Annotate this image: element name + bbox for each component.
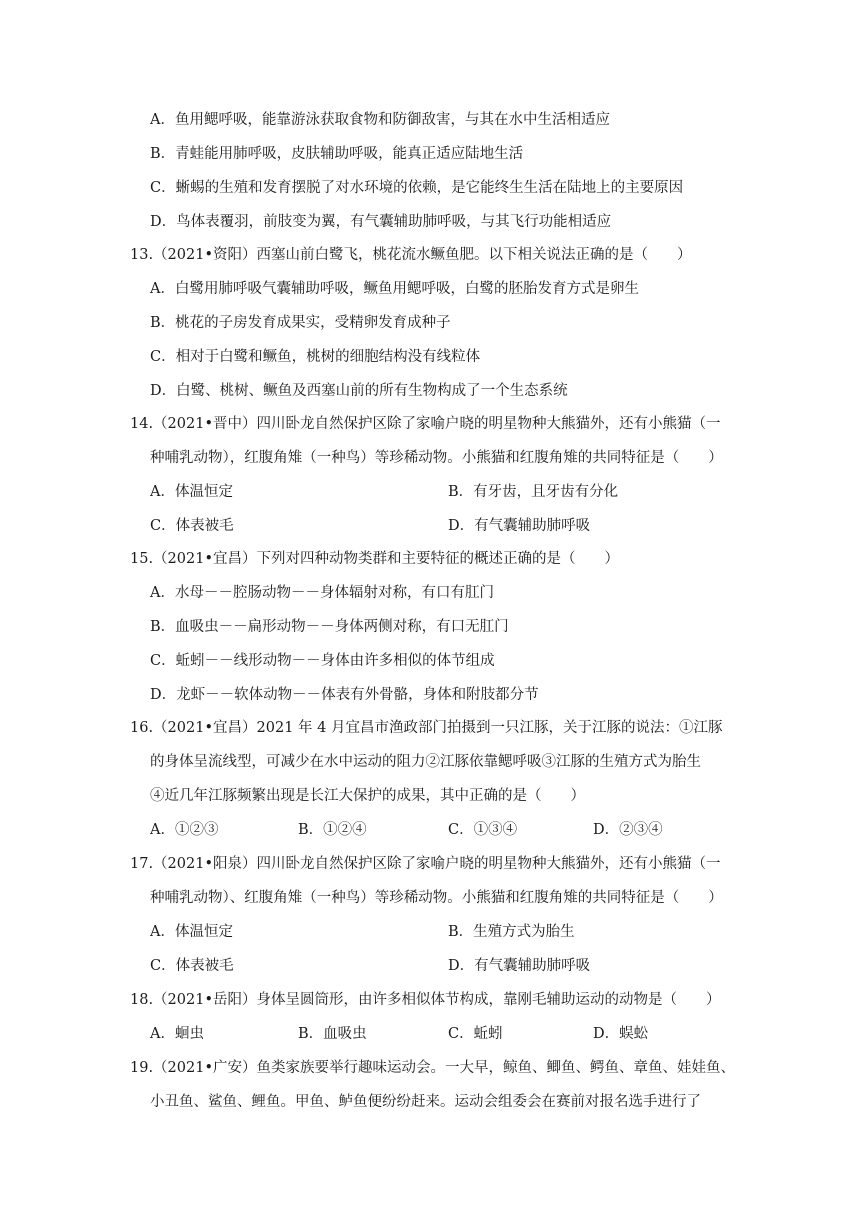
q19-stem-line2: 小丑鱼、鲨鱼、鲤鱼。甲鱼、鲈鱼便纷纷赶来。运动会组委会在赛前对报名选手进行了 (150, 1094, 701, 1110)
q13-option-a: A．白鹭用肺呼吸气囊辅助呼吸，鳜鱼用鳃呼吸，白鹭的胚胎发育方式是卵生 (150, 281, 639, 297)
q14-option-a: A．体温恒定 (150, 484, 233, 500)
q17-option-a: A．体温恒定 (150, 924, 233, 940)
q15-option-c: C．蚯蚓－－线形动物－－身体由许多相似的体节组成 (150, 653, 495, 669)
q17-stem-line2: 种哺乳动物）、红腹角雉（一种鸟）等珍稀动物。小熊猫和红腹角雉的共同特征是（ ） (150, 890, 723, 906)
q14-stem-line2: 种哺乳动物），红腹角雉（一种鸟）等珍稀动物。小熊猫和红腹角雉的共同特征是（ ） (150, 450, 723, 466)
q16-option-b: B．①②④ (298, 822, 367, 838)
q18-option-b: B．血吸虫 (298, 1026, 367, 1042)
q15-option-b: B．血吸虫－－扁形动物－－身体两侧对称，有口无肛门 (150, 619, 509, 635)
q13-option-d: D．白鹭、桃树、鳜鱼及西塞山前的所有生物构成了一个生态系统 (150, 383, 568, 399)
q16-option-a: A．①②③ (150, 822, 219, 838)
q18-option-c: C．蚯蚓 (448, 1026, 503, 1042)
q13-option-c: C．相对于白鹭和鳜鱼，桃树的细胞结构没有线粒体 (150, 349, 481, 365)
q14-stem-line1: 14.（2021•晋中）四川卧龙自然保护区除了家喻户晓的明星物种大熊猫外，还有小熊猫（一 (130, 416, 721, 432)
q14-option-d: D．有气囊辅助肺呼吸 (448, 518, 591, 534)
q16-option-c: C．①③④ (448, 822, 518, 838)
q14-option-c: C．体表被毛 (150, 518, 234, 534)
q18-stem: 18.（2021•岳阳）身体呈圆筒形，由许多相似体节构成，靠刚毛辅助运动的动物是（ ） (130, 992, 721, 1008)
q16-stem-line2: 的身体呈流线型，可减少在水中运动的阻力②江豚依靠鳃呼吸③江豚的生殖方式为胎生 (150, 754, 701, 770)
q12-option-a: A．鱼用鳃呼吸，能靠游泳获取食物和防御敌害，与其在水中生活相适应 (150, 112, 610, 128)
q13-stem: 13.（2021•资阳）西塞山前白鹭飞，桃花流水鳜鱼肥。以下相关说法正确的是（ ） (130, 247, 692, 263)
q16-stem-line1: 16.（2021•宜昌）2021 年 4 月宜昌市渔政部门拍摄到一只江豚，关于江豚的说法：①江豚 (130, 720, 723, 736)
q16-stem-line3: ④近几年江豚频繁出现是长江大保护的成果，其中正确的是（ ） (150, 788, 585, 804)
q15-stem: 15.（2021•宜昌）下列对四种动物类群和主要特征的概述正确的是（ ） (130, 551, 620, 567)
q18-option-a: A．蛔虫 (150, 1026, 204, 1042)
q12-option-b: B．青蛙能用肺呼吸，皮肤辅助呼吸，能真正适应陆地生活 (150, 146, 524, 162)
q12-option-d: D．鸟体表覆羽，前肢变为翼，有气囊辅助肺呼吸，与其飞行功能相适应 (150, 214, 612, 230)
q17-stem-line1: 17.（2021•阳泉）四川卧龙自然保护区除了家喻户晓的明星物种大熊猫外，还有小熊猫（一 (130, 856, 721, 872)
q14-option-b: B．有牙齿，且牙齿有分化 (448, 484, 619, 500)
q17-option-d: D．有气囊辅助肺呼吸 (448, 958, 591, 974)
q16-option-d: D．②③④ (593, 822, 663, 838)
q18-option-d: D．蜈蚣 (593, 1026, 649, 1042)
q13-option-b: B．桃花的子房发育成果实，受精卵发育成种子 (150, 315, 451, 331)
q17-option-c: C．体表被毛 (150, 958, 234, 974)
q17-option-b: B．生殖方式为胎生 (448, 924, 575, 940)
q15-option-a: A．水母－－腔肠动物－－身体辐射对称，有口有肛门 (150, 585, 494, 601)
q12-option-c: C．蜥蜴的生殖和发育摆脱了对水环境的依赖，是它能终生生活在陆地上的主要原因 (150, 180, 684, 196)
q19-stem-line1: 19.（2021•广安）鱼类家族要举行趣味运动会。一大早，鲸鱼、鲫鱼、鳄鱼、章鱼、娃娃鱼、 (130, 1060, 736, 1076)
q15-option-d: D．龙虾－－软体动物－－体表有外骨骼，身体和附肢都分节 (150, 687, 539, 703)
